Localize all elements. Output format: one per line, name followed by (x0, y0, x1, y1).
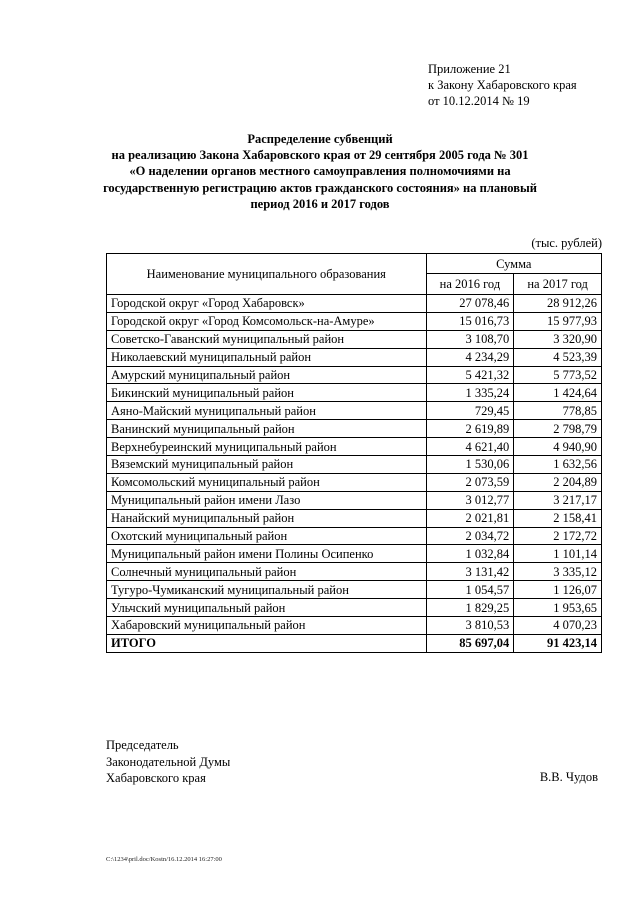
amount-2016-cell: 2 073,59 (426, 473, 514, 491)
signature-line-1: Председатель (106, 738, 179, 752)
table-total-row (107, 634, 602, 652)
amount-2016-cell: 3 108,70 (426, 330, 514, 348)
amount-2017-cell: 2 798,79 (514, 420, 602, 438)
amount-2016-cell: 1 530,06 (426, 456, 514, 474)
amount-2016-cell: 729,45 (426, 402, 514, 420)
table-row (107, 599, 602, 617)
table-row (107, 617, 602, 635)
municipality-name-cell: Муниципальный район имени Лазо (107, 491, 427, 509)
amount-2017-cell: 2 172,72 (514, 527, 602, 545)
municipality-name-cell: Хабаровский муниципальный район (107, 617, 427, 635)
municipality-name-cell: Комсомольский муниципальный район (107, 473, 427, 491)
amount-2017-cell: 3 335,12 (514, 563, 602, 581)
header-sum: Сумма (426, 254, 601, 274)
signature-line-3: Хабаровского края (106, 771, 206, 785)
municipality-name-cell: Ульчский муниципальный район (107, 599, 427, 617)
table-row (107, 402, 602, 420)
amount-2017-cell: 1 632,56 (514, 456, 602, 474)
appendix-block (428, 61, 577, 109)
amount-2016-cell: 2 619,89 (426, 420, 514, 438)
amount-2017-cell: 1 424,64 (514, 384, 602, 402)
table-row (107, 527, 602, 545)
table-row (107, 438, 602, 456)
footer-file-path: C:\1234\pril.doc/Kostn/16.12.2014 16:27:00 (106, 856, 222, 863)
amount-2017-cell: 4 070,23 (514, 617, 602, 635)
amount-2017-cell: 1 126,07 (514, 581, 602, 599)
header-municipality: Наименование муниципального образования (107, 254, 427, 295)
amount-2017-cell: 2 158,41 (514, 509, 602, 527)
amount-2016-cell: 1 335,24 (426, 384, 514, 402)
municipality-name-cell: Бикинский муниципальный район (107, 384, 427, 402)
table-row (107, 295, 602, 313)
signature-line-2: Законодательной Думы (106, 754, 231, 769)
title-line-3: «О наделении органов местного самоуправления полномочиями на (129, 164, 511, 179)
municipality-name-cell: Аяно-Майский муниципальный район (107, 402, 427, 420)
amount-2017-cell: 778,85 (514, 402, 602, 420)
amount-2016-cell: 1 032,84 (426, 545, 514, 563)
table-row (107, 366, 602, 384)
table-row (107, 348, 602, 366)
table-row (107, 456, 602, 474)
table-row (107, 509, 602, 527)
amount-2016-cell: 1 829,25 (426, 599, 514, 617)
signature-block (106, 737, 230, 787)
header-year-2017: на 2017 год (514, 274, 602, 295)
table-row (107, 545, 602, 563)
amount-2017-cell: 4 523,39 (514, 348, 602, 366)
table-row (107, 473, 602, 491)
amount-2016-cell: 2 021,81 (426, 509, 514, 527)
municipality-name-cell: Муниципальный район имени Полины Осипенко (107, 545, 427, 563)
title-line-4: государственную регистрацию актов гражданского состояния» на плановый (103, 180, 537, 195)
municipality-name-cell: Городской округ «Город Хабаровск» (107, 295, 427, 313)
amount-2017-cell: 3 320,90 (514, 330, 602, 348)
header-year-2016: на 2016 год (426, 274, 514, 295)
amount-2016-cell: 3 131,42 (426, 563, 514, 581)
amount-2017-cell: 4 940,90 (514, 438, 602, 456)
municipality-name-cell: Вяземский муниципальный район (107, 456, 427, 474)
amount-2017-cell: 5 773,52 (514, 366, 602, 384)
amount-2016-cell: 4 234,29 (426, 348, 514, 366)
municipality-name-cell: Советско-Гаванский муниципальный район (107, 330, 427, 348)
amount-2016-cell: 15 016,73 (426, 312, 514, 330)
municipality-name-cell: Амурский муниципальный район (107, 366, 427, 384)
amount-2017-cell: 28 912,26 (514, 295, 602, 313)
table-row (107, 491, 602, 509)
title-line-1: Распределение субвенций (247, 132, 393, 146)
municipality-name-cell: ИТОГО (107, 634, 427, 652)
table-row (107, 563, 602, 581)
amount-2017-cell: 3 217,17 (514, 491, 602, 509)
municipality-name-cell: Солнечный муниципальный район (107, 563, 427, 581)
municipality-name-cell: Городской округ «Город Комсомольск-на-Амуре» (107, 312, 427, 330)
amount-2016-cell: 1 054,57 (426, 581, 514, 599)
title-line-5: период 2016 и 2017 годов (250, 196, 390, 211)
amount-2016-cell: 2 034,72 (426, 527, 514, 545)
amount-2016-cell: 3 810,53 (426, 617, 514, 635)
municipality-name-cell: Охотский муниципальный район (107, 527, 427, 545)
municipality-name-cell: Николаевский муниципальный район (107, 348, 427, 366)
document-title (100, 131, 540, 212)
amount-2016-cell: 3 012,77 (426, 491, 514, 509)
municipality-name-cell: Нанайский муниципальный район (107, 509, 427, 527)
appendix-line-3: от 10.12.2014 № 19 (428, 94, 530, 108)
amount-2017-cell: 2 204,89 (514, 473, 602, 491)
amount-2016-cell: 5 421,32 (426, 366, 514, 384)
table-row (107, 420, 602, 438)
table-row (107, 581, 602, 599)
amount-2017-cell: 1 101,14 (514, 545, 602, 563)
appendix-line-2: к Закону Хабаровского края (428, 78, 577, 92)
amount-2017-cell: 91 423,14 (514, 634, 602, 652)
municipality-name-cell: Тугуро-Чумиканский муниципальный район (107, 581, 427, 599)
amount-2017-cell: 15 977,93 (514, 312, 602, 330)
table-row (107, 330, 602, 348)
signer-name: В.В. Чудов (539, 770, 598, 784)
table-row (107, 312, 602, 330)
table-row (107, 384, 602, 402)
amount-2016-cell: 27 078,46 (426, 295, 514, 313)
subvention-table (106, 253, 602, 653)
municipality-name-cell: Верхнебуреинский муниципальный район (107, 438, 427, 456)
title-line-2: на реализацию Закона Хабаровского края от 29 сентября 2005 года № 301 (111, 148, 529, 163)
amount-2017-cell: 1 953,65 (514, 599, 602, 617)
appendix-line-1: Приложение 21 (428, 62, 511, 76)
amount-2016-cell: 85 697,04 (426, 634, 514, 652)
units-label: (тыс. рублей) (531, 236, 602, 250)
municipality-name-cell: Ванинский муниципальный район (107, 420, 427, 438)
amount-2016-cell: 4 621,40 (426, 438, 514, 456)
